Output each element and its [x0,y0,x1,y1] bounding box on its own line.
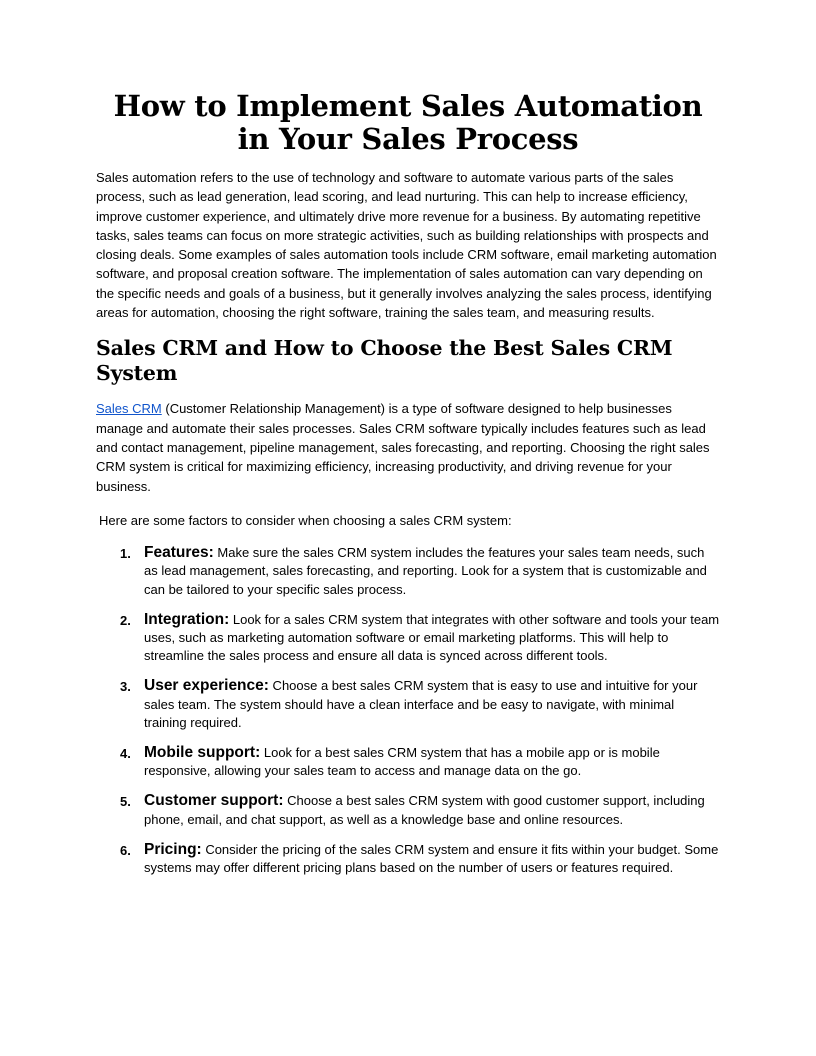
factor-term: Integration: [144,610,230,628]
list-item [96,841,720,877]
list-item [96,792,720,828]
document-page [96,90,720,889]
factor-term: Customer support: [144,792,284,810]
factor-text: Choose a best sales CRM system with good customer support, including phone, email, and chat support, as well as a knowledge base and online resources. [144,793,705,827]
factors-list [96,544,720,877]
list-number: 6. [120,842,131,858]
section-heading: Sales CRM and How to Choose the Best Sales CRM System [96,336,673,385]
factor-text: Consider the pricing of the sales CRM system and ensure it fits within your budget. Some systems may offer different pricing plans based on the number of users or features required. [144,841,719,875]
factor-text: Choose a best sales CRM system that is easy to use and intuitive for your sales team. The system should have a clean interface and be easy to navigate, with minimal training required. [144,678,698,730]
crm-paragraph [96,399,720,495]
document-title: How to Implement Sales Automation in Your Sales Process [113,89,703,156]
list-number: 5. [120,794,131,810]
factor-term: Mobile support: [144,743,261,761]
factor-term: User experience: [144,677,269,695]
factor-text: Look for a sales CRM system that integrates with other software and tools your team uses, such as marketing automation software or email marketing platforms. This will help to streamline the sales process and ensure all data is synced across different tools. [144,611,720,664]
list-item [96,544,720,599]
list-item [96,611,720,666]
list-number: 1. [120,546,131,562]
list-item [96,677,720,732]
factor-term: Features: [144,544,214,562]
intro-paragraph: Sales automation refers to the use of technology and software to automate various parts of the sales process, such as lead generation, lead scoring, and lead nurturing. This can help to increase efficiency, improve customer experience, and ultimately drive more revenue for a business. By automating repetitive tasks, sales teams can focus on more strategic activities, such as building relationships with prospects and closing deals. Some examples of sales automation tools include CRM software, email marketing automation software, and proposal creation software. The implementation of sales automation can vary depending on the specific needs and goals of a business, but it generally involves analyzing the sales process, identifying areas for automation, choosing the right software, training the sales team, and measuring results. [96,170,717,321]
list-item [96,744,720,780]
factor-term: Pricing: [144,840,202,858]
crm-paragraph-text: (Customer Relationship Management) is a type of software designed to help businesses manage and automate their sales processes. Sales CRM software typically includes features such as lead and contact management, pipeline management, sales forecasting, and reporting. Choosing the right sales CRM system is critical for maximizing efficiency, increasing productivity, and driving revenue for your business. [96,401,710,494]
list-number: 2. [120,612,131,628]
sales-crm-link[interactable]: Sales CRM [96,401,162,417]
list-number: 3. [120,679,131,695]
factor-text: Make sure the sales CRM system includes the features your sales team needs, such as lead management, sales forecasting, and reporting. Look for a system that is customizable and can be tailored to your specific sales process. [144,545,707,597]
factor-text: Look for a best sales CRM system that has a mobile app or is mobile responsive, allowing your sales team to access and manage data on the go. [144,744,660,779]
factors-intro: Here are some factors to consider when choosing a sales CRM system: [99,512,512,528]
list-number: 4. [120,745,131,761]
